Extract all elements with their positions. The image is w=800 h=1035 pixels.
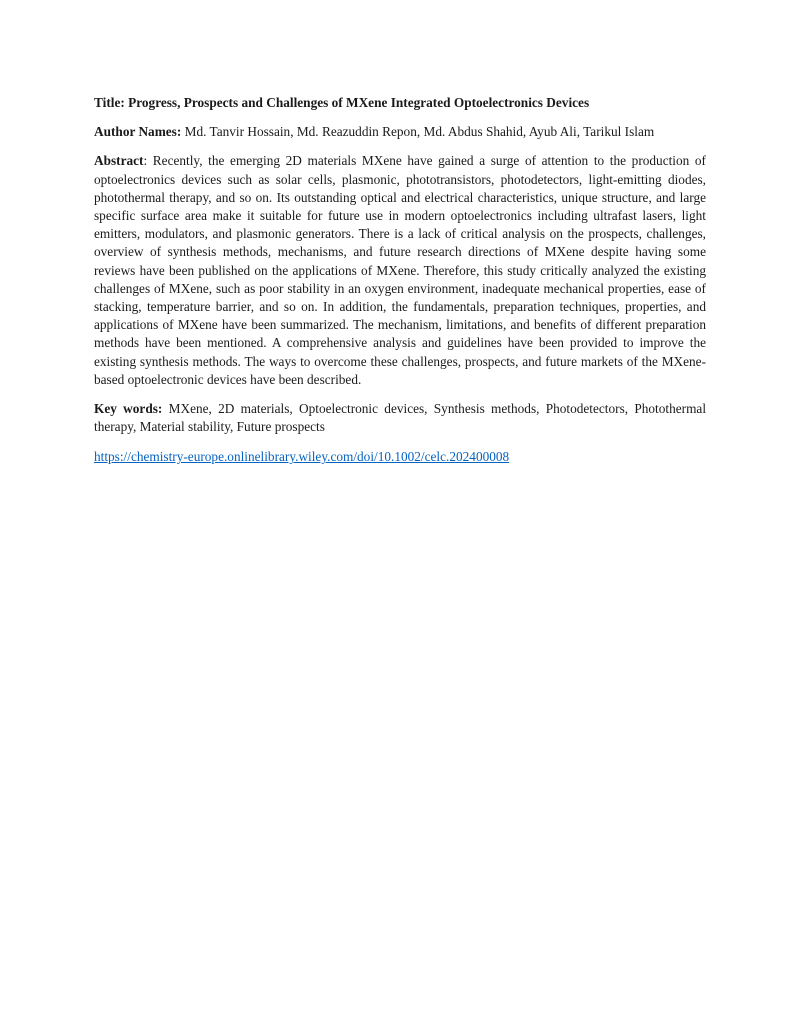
authors-paragraph bbox=[94, 123, 706, 141]
authors-label: Author Names: bbox=[94, 124, 182, 140]
paper-title: Progress, Prospects and Challenges of MXene Integrated Optoelectronics Devices bbox=[128, 95, 590, 110]
title-label: Title: bbox=[94, 95, 125, 110]
abstract-paragraph bbox=[94, 152, 706, 389]
keywords-paragraph bbox=[94, 400, 706, 436]
title-paragraph bbox=[94, 94, 706, 112]
keywords-label: Key words: bbox=[94, 401, 163, 417]
abstract-text: : Recently, the emerging 2D materials MXene have gained a surge of attention to the production of optoelectronics devices such as solar cells, plasmonic, phototransistors, photodetectors, light-emitting diodes, photothermal therapy, and so on. Its outstanding optical and electrical characteristics, unique structure, and large specific surface area make it suitable for future use in modern optoelectronics including ultrafast lasers, light emitters, modulators, and plasmonic generators. There is a lack of critical analysis on the prospects, challenges, overview of synthesis methods, mechanisms, and future research directions of MXene despite having some reviews have been published on the applications of MXene. Therefore, this study critically analyzed the existing challenges of MXene, such as poor stability in an oxygen environment, inadequate mechanical properties, ease of stacking, temperature barrier, and so on. In addition, the fundamentals, preparation techniques, properties, and applications of MXene have been summarized. The mechanism, limitations, and benefits of different preparation methods have been mentioned. A comprehensive analysis and guidelines have been provided to improve the existing synthesis methods. The ways to overcome these challenges, prospects, and future markets of the MXene-based optoelectronic devices have been described. bbox=[94, 153, 706, 387]
abstract-label: Abstract bbox=[94, 153, 144, 169]
keywords-text: MXene, 2D materials, Optoelectronic devices, Synthesis methods, Photodetectors, Photothermal therapy, Material stability, Future prospects bbox=[94, 401, 707, 435]
doi-link[interactable]: https://chemistry-europe.onlinelibrary.wiley.com/doi/10.1002/celc.202400008 bbox=[94, 449, 510, 465]
author-names: Md. Tanvir Hossain, Md. Reazuddin Repon, Md. Abdus Shahid, Ayub Ali, Tarikul Islam bbox=[184, 124, 655, 140]
link-paragraph bbox=[94, 448, 706, 466]
document-page bbox=[94, 94, 706, 476]
